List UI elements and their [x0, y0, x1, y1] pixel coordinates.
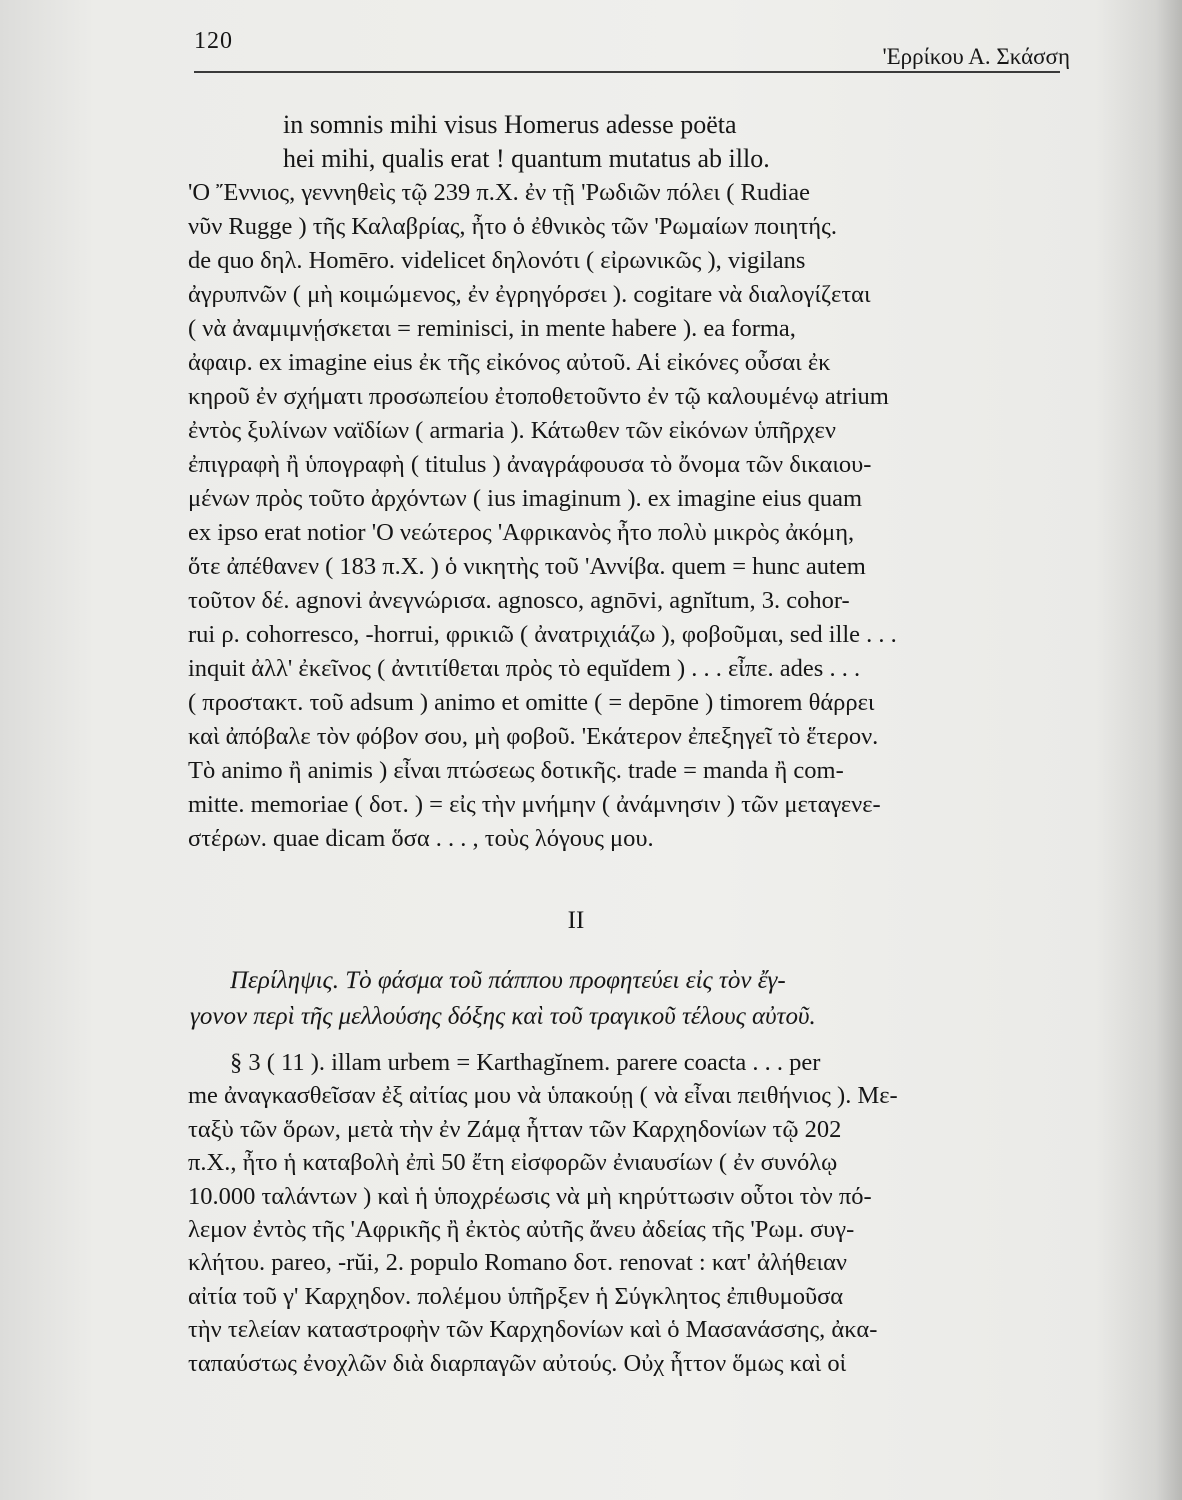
header-rule [194, 71, 1060, 73]
text-line: rui ρ. cohorresco, -horrui, φρικιῶ ( ἀνατριχιάζω ), φοβοῦμαι, sed ille . . . [188, 621, 897, 648]
text-line: Τὸ animo ἢ animis ) εἶναι πτώσεως δοτικῆς. trade = manda ἢ com- [188, 757, 844, 784]
running-header-author: 'Ερρίκου Α. Σκάσση [882, 44, 1070, 69]
section-heading: II [567, 907, 585, 934]
text-line: me ἀναγκασθεῖσαν ἐξ αἰτίας μου νὰ ὑπακούῃ ( νὰ εἶναι πειθήνιος ). Με- [188, 1082, 898, 1110]
text-line: κλήτου. pareo, -rŭi, 2. populo Romano δοτ. renovat : κατ' ἀλήθειαν [188, 1249, 848, 1277]
text-line: π.Χ., ἦτο ἡ καταβολὴ ἐπὶ 50 ἔτη εἰσφορῶν ἐνιαυσίων ( ἐν συνόλῳ [188, 1149, 838, 1177]
text-line: 10.000 ταλάντων ) καὶ ἡ ὑποχρέωσις νὰ μὴ κηρύττωσιν οὗτοι τὸν πό- [188, 1182, 872, 1210]
text-line: νῦν Rugge ) τῆς Καλαβρίας, ἦτο ὁ ἐθνικὸς τῶν 'Ρωμαίων ποιητής. [188, 213, 837, 240]
text-line: ( νὰ ἀναμιμνῄσκεται = reminisci, in mente habere ). ea forma, [188, 315, 796, 342]
section-summary [190, 963, 1056, 1035]
commentary-paragraph [188, 176, 1056, 856]
text-line: mitte. memoriae ( δοτ. ) = εἰς τὴν μνήμην ( ἀνάμνησιν ) τῶν μεταγενε- [188, 791, 881, 818]
page-gutter-shadow [1095, 0, 1182, 1500]
summary-line: Περίληψις. Τὸ φάσμα τοῦ πάππου προφητεύει εἰς τὸν ἔγ- [230, 967, 786, 994]
text-line: ἐπιγραφὴ ἢ ὑπογραφὴ ( titulus ) ἀναγράφουσα τὸ ὄνομα τῶν δικαιου- [188, 451, 872, 478]
text-line: ( προστακτ. τοῦ adsum ) animo et omitte ( = depōne ) timorem θάρρει [188, 689, 875, 716]
text-line: inquit ἀλλ' ἐκεῖνος ( ἀντιτίθεται πρὸς τὸ equĭdem ) . . . εἶπε. ades . . . [188, 655, 861, 682]
text-line: στέρων. quae dicam ὅσα . . . , τοὺς λόγους μου. [188, 825, 654, 852]
text-line: 'Ο Ἔννιος, γεννηθεὶς τῷ 239 π.Χ. ἐν τῇ 'Ρωδιῶν πόλει ( Rudiae [188, 179, 810, 206]
verse-line: in somnis mihi visus Homerus adesse poëta [283, 110, 737, 139]
summary-line: γονον περὶ τῆς μελλούσης δόξης καὶ τοῦ τραγικοῦ τέλους αὐτοῦ. [190, 1003, 816, 1030]
text-line: αἰτία τοῦ γ' Καρχηδον. πολέμου ὑπῆρξεν ἡ Σύγκλητος ἐπιθυμοῦσα [188, 1282, 844, 1310]
text-line: ex ipso erat notior 'Ο νεώτερος 'Αφρικανὸς ἦτο πολὺ μικρὸς ἀκόμη, [188, 519, 855, 546]
text-line: ἀγρυπνῶν ( μὴ κοιμώμενος, ἐν ἐγρηγόρσει ). cogitare νὰ διαλογίζεται [188, 281, 871, 308]
verse-line: hei mihi, qualis erat ! quantum mutatus ab illo. [283, 144, 770, 173]
page-number: 120 [194, 28, 233, 54]
text-line: μένων πρὸς τοῦτο ἀρχόντων ( ius imaginum ). ex imagine eius quam [188, 485, 863, 512]
text-line: § 3 ( 11 ). illam urbem = Karthagĭnem. parere coacta . . . per [230, 1049, 821, 1076]
text-line: κηροῦ ἐν σχήματι προσωπείου ἐτοποθετοῦντο ἐν τῷ καλουμένῳ atrium [188, 383, 889, 410]
text-line: ἀφαιρ. ex imagine eius ἐκ τῆς εἰκόνος αὐτοῦ. Αἱ εἰκόνες οὖσαι ἐκ [188, 349, 831, 376]
text-line: τὴν τελείαν καταστροφὴν τῶν Καρχηδονίων καὶ ὁ Μασανάσσης, ἀκα- [188, 1316, 878, 1344]
text-line: ταξὺ τῶν ὅρων, μετὰ τὴν ἐν Ζάμᾳ ἧτταν τῶν Καρχηδονίων τῷ 202 [188, 1115, 842, 1143]
text-line: ταπαύστως ἐνοχλῶν διὰ διαρπαγῶν αὐτούς. Οὐχ ἧττον ὅμως καὶ οἱ [188, 1349, 847, 1377]
text-line: de quo δηλ. Homēro. videlicet δηλονότι ( εἰρωνικῶς ), vigilans [188, 247, 806, 274]
text-line: ὅτε ἀπέθανεν ( 183 π.Χ. ) ὁ νικητὴς τοῦ 'Αννίβα. quem = hunc autem [188, 553, 866, 580]
text-line: λεμον ἐντὸς τῆς 'Αφρικῆς ἢ ἐκτὸς αὐτῆς ἄνευ ἀδείας τῆς 'Ρωμ. συγ- [188, 1215, 855, 1243]
section-commentary [188, 1046, 1056, 1380]
text-line: ἐντὸς ξυλίνων ναϊδίων ( armaria ). Κάτωθεν τῶν εἰκόνων ὑπῆρχεν [188, 417, 836, 444]
text-line: καὶ ἀπόβαλε τὸν φόβον σου, μὴ φοβοῦ. 'Εκάτερον ἐπεξηγεῖ τὸ ἕτερον. [188, 723, 879, 750]
quoted-verse [283, 108, 770, 176]
text-line: τοῦτον δέ. agnovi ἀνεγνώρισα. agnosco, agnōvi, agnĭtum, 3. cohor- [188, 587, 850, 614]
